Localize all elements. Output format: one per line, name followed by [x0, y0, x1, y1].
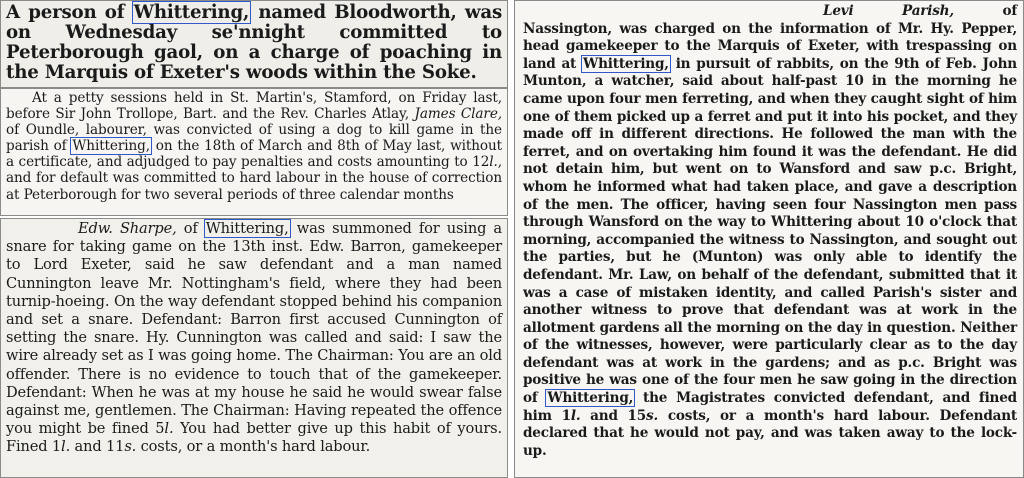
text-run: the Magistrates convicted defendant, and fined him 1	[523, 390, 1017, 424]
italic-text: l.	[570, 407, 581, 424]
article-text	[1, 89, 507, 203]
text-run: , and for default was committed to hard labour in the house of correction at Peterborough for two several periods of three calendar months	[6, 154, 502, 203]
text-run: At a petty sessions held in St. Martin's, Stamford, on Friday last, before Sir John Trollope, Bart. and the Rev. Charles Atlay,	[6, 90, 502, 123]
clipping-bloodworth	[0, 0, 508, 88]
italic-text: l.	[489, 154, 498, 171]
highlighted-term: Whittering,	[583, 55, 669, 72]
italic-text: Edw. Sharpe,	[78, 220, 177, 237]
text-run: costs, or a month's hard labour.	[136, 438, 371, 456]
text-run: was summoned for using a snare for taking game on the 13th inst. Edw. Barron, gamekeeper to Lord Exeter, said he saw defendant and a man named Cunnington leave Mr. Nottingham's field, where they had been turnip-hoeing. On the way defendant stopped behind his companion and set a snare. Defendant: Barron first accused Cunnington of setting the snare. Hy. Cunnington was called and said: I saw the wire already set as I was going home. The Chairman: You are an old offender. There is no evidence to touch that of the gamekeeper. Defendant: When he was at my house he said he would swear false against me, gentlemen. The Chairman: Having repeated the offence you might be fined 5	[6, 220, 502, 438]
highlighted-term: Whittering,	[547, 390, 634, 407]
highlighted-term: Whittering,	[72, 138, 150, 155]
text-run: You had better give up this habit of yours. Fined 1	[6, 420, 503, 456]
italic-text: l.	[61, 438, 71, 456]
italic-text: Levi Parish,	[823, 3, 954, 19]
clipping-james-clare	[0, 88, 508, 216]
italic-text: s.	[124, 438, 137, 456]
article-text	[515, 1, 1023, 460]
text-run: on the 18th of March and 8th of May last, without a certificate, and adjudged to pay penalties and costs amounting to 12	[6, 138, 502, 171]
clipping-edw-sharpe	[0, 218, 508, 478]
italic-text: s.	[646, 407, 659, 424]
highlighted-term: Whittering,	[133, 2, 250, 23]
text-run: and 15	[580, 407, 647, 424]
text-run: of Oundle, labourer, was convicted of using a dog to kill game in the parish of	[6, 122, 502, 155]
text-run: in pursuit of rabbits, on the 9th of Feb. John Munton, a watcher, said about half-past 10 in the morning he came upon four men ferreting, and when they caught sight of him one of them picked up a ferret and put it into his pocket, and they made off in different directions. He followed the man with the ferret, and on overtaking him found it was the defendant. He did not detain him, but went on to Wansford and saw p.c. Bright, whom he informed what had taken place, and gave a description of the men. The officer, having seen four Nassington men pass through Wansford on the way to Whittering about 10 o'clock that morning, accompanied the witness to Nassington, and sought out the parties, but he (Munton) was only able to identify the defendant. Mr. Law, on behalf of the defendant, submitted that it was a case of mistaken identity, and called Parish's sister and another witness to prove that defendant was at work in the allotment gardens all the morning on the day in question. Neither of the witnesses, however, were particularly clear as to the day defendant was at work in the gardens; and as p.c. Bright was positive he was one of the four men he saw going in the direction of	[523, 55, 1017, 407]
article-text	[1, 219, 507, 457]
text-run: of Nassington, was charged on the information of Mr. Hy. Pepper, head gamekeeper to the Marquis of Exeter, with trespassing on land at	[523, 3, 1017, 72]
text-run: costs, or a month's hard labour. Defendant declared that he would not pay, and was taken away to the lock-up.	[523, 407, 1018, 459]
text-run: named Bloodworth, was on Wednesday se'nnight committed to Peterborough gaol, on a charge of poaching in the Marquis of Exeter's woods within the Soke.	[6, 2, 502, 83]
italic-text: l.	[164, 420, 174, 438]
italic-text: James Clare,	[414, 106, 502, 123]
text-run: A person of	[6, 2, 133, 23]
text-run: and 11	[70, 438, 125, 456]
text-run: of	[176, 220, 205, 237]
clipping-levi-parish	[514, 0, 1024, 478]
highlighted-term: Whittering,	[205, 220, 289, 237]
article-text	[1, 1, 507, 83]
